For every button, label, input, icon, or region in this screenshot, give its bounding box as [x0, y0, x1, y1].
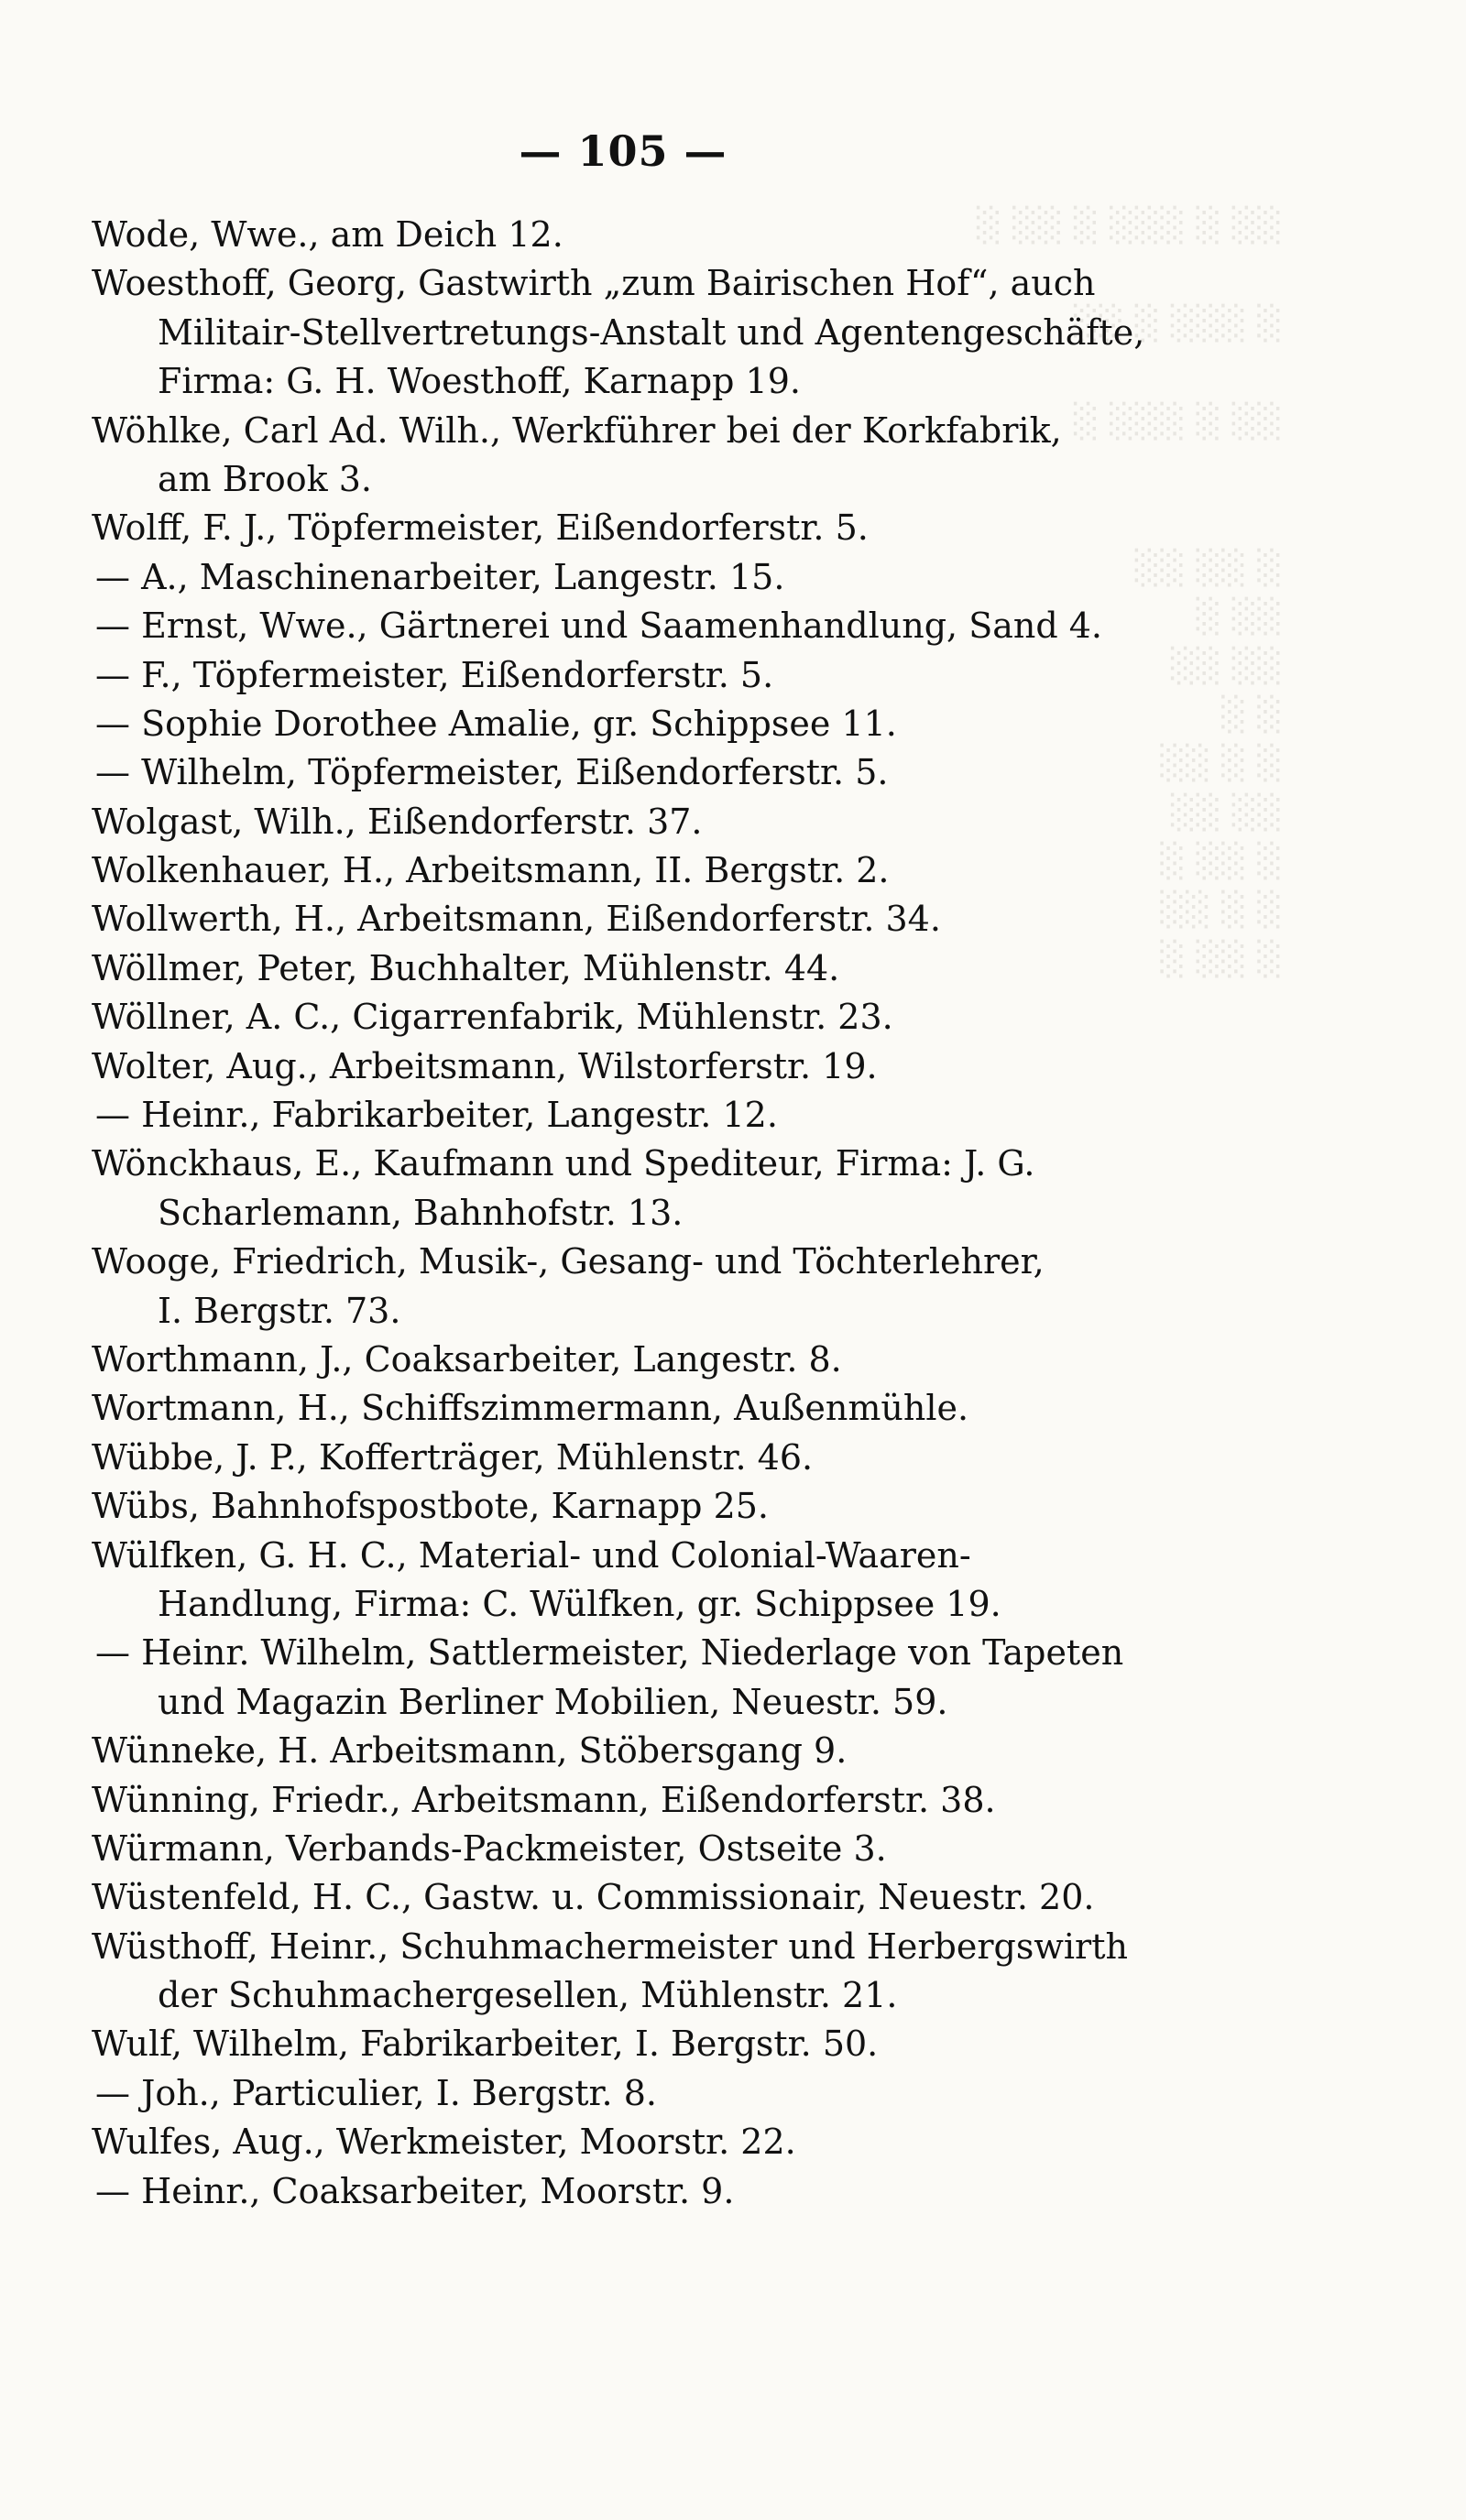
- directory-entry-line: Wöhlke, Carl Ad. Wilh., Werkführer bei der Korkfabrik,: [92, 409, 1062, 451]
- entry-continuation-line: Militair-Stellvertretungs-Anstalt und Agentengeschäfte,: [158, 311, 1145, 353]
- directory-entry-line: Wolff, F. J., Töpfermeister, Eißendorferstr. 5.: [92, 507, 869, 549]
- entry-continuation-line: Firma: G. H. Woesthoff, Karnapp 19.: [158, 361, 801, 402]
- directory-entry-line: Wortmann, H., Schiffszimmermann, Außenmühle.: [92, 1388, 969, 1429]
- directory-entry-line: Wode, Wwe., am Deich 12.: [92, 214, 563, 255]
- entry-continuation-line: Handlung, Firma: C. Wülfken, gr. Schippsee 19.: [158, 1583, 1001, 1624]
- directory-entry-line: Wolgast, Wilh., Eißendorferstr. 37.: [92, 801, 703, 842]
- directory-entry-line: Wüstenfeld, H. C., Gastw. u. Commissionair, Neuestr. 20.: [92, 1877, 1095, 1918]
- directory-entry-line: Wulf, Wilhelm, Fabrikarbeiter, I. Bergstr. 50.: [92, 2024, 879, 2065]
- directory-entry-line: Wolter, Aug., Arbeitsmann, Wilstorferstr. 19.: [92, 1045, 878, 1086]
- directory-entry-line: — Heinr. Wilhelm, Sattlermeister, Niederlage von Tapeten: [95, 1632, 1124, 1674]
- directory-entry-line: Wulfes, Aug., Werkmeister, Moorstr. 22.: [92, 2122, 796, 2163]
- directory-entry-line: — F., Töpfermeister, Eißendorferstr. 5.: [95, 654, 774, 695]
- directory-entry-line: — Heinr., Fabrikarbeiter, Langestr. 12.: [95, 1095, 778, 1136]
- page-number: — 105 —: [519, 126, 728, 176]
- directory-entry-line: Wöllner, A. C., Cigarrenfabrik, Mühlenstr. 23.: [92, 997, 893, 1038]
- entry-continuation-line: und Magazin Berliner Mobilien, Neuestr. 59.: [158, 1681, 948, 1722]
- directory-entry-line: — Ernst, Wwe., Gärtnerei und Saamenhandlung, Sand 4.: [95, 605, 1103, 647]
- entry-continuation-line: am Brook 3.: [158, 458, 372, 499]
- directory-entry-line: Wöllmer, Peter, Buchhalter, Mühlenstr. 44.: [92, 947, 840, 988]
- directory-entry-line: Wooge, Friedrich, Musik-, Gesang- und Töchterlehrer,: [92, 1241, 1045, 1282]
- directory-entry-line: — Sophie Dorothee Amalie, gr. Schippsee 11.: [95, 703, 897, 744]
- directory-entry-line: Wüsthoff, Heinr., Schuhmachermeister und Herbergswirth: [92, 1925, 1128, 1967]
- entry-continuation-line: Scharlemann, Bahnhofstr. 13.: [158, 1192, 684, 1233]
- directory-entry-line: Wollwerth, H., Arbeitsmann, Eißendorferstr. 34.: [92, 899, 941, 940]
- directory-entry-line: Würmann, Verbands-Packmeister, Ostseite 3.: [92, 1827, 887, 1869]
- directory-entry-line: Wülfken, G. H. C., Material- und Colonial-Waaren-: [92, 1534, 971, 1576]
- entry-continuation-line: der Schuhmachergesellen, Mühlenstr. 21.: [158, 1975, 898, 2016]
- directory-entry-line: — Heinr., Coaksarbeiter, Moorstr. 9.: [95, 2170, 735, 2211]
- directory-entry-line: Woesthoff, Georg, Gastwirth „zum Bairischen Hof“, auch: [92, 263, 1096, 304]
- entry-continuation-line: I. Bergstr. 73.: [158, 1290, 401, 1331]
- directory-entry-line: Wolkenhauer, H., Arbeitsmann, II. Bergstr. 2.: [92, 850, 890, 891]
- directory-entry-line: Wünning, Friedr., Arbeitsmann, Eißendorferstr. 38.: [92, 1779, 996, 1820]
- directory-entry-line: — Wilhelm, Töpfermeister, Eißendorferstr. 5.: [95, 752, 889, 793]
- directory-entry-line: Worthmann, J., Coaksarbeiter, Langestr. 8.: [92, 1338, 842, 1380]
- directory-entry-line: — Joh., Particulier, I. Bergstr. 8.: [95, 2072, 657, 2113]
- directory-entry-line: Wübbe, J. P., Kofferträger, Mühlenstr. 46.: [92, 1436, 814, 1478]
- directory-entry-line: Wübs, Bahnhofspostbote, Karnapp 25.: [92, 1486, 770, 1527]
- directory-entry-line: — A., Maschinenarbeiter, Langestr. 15.: [95, 556, 785, 597]
- directory-entry-line: Wönckhaus, E., Kaufmann und Spediteur, Firma: J. G.: [92, 1143, 1035, 1184]
- directory-entries: [92, 211, 1264, 2216]
- directory-entry-line: Wünneke, H. Arbeitsmann, Stöbersgang 9.: [92, 1730, 848, 1772]
- bleed-through-texture: ░ ░░ ░ ░░░ ░ ░░ ░░ ░ ░░░ ░ ░ ░░░ ░ ░░ ░░ ░░ ░ ░ ░░ ░░ ░░ ░ ░ ░░ ░ ░ ░░ ░░ ░ ░░ ░ ░░ ░ ░ ░ ░░ ░: [976, 207, 1283, 978]
